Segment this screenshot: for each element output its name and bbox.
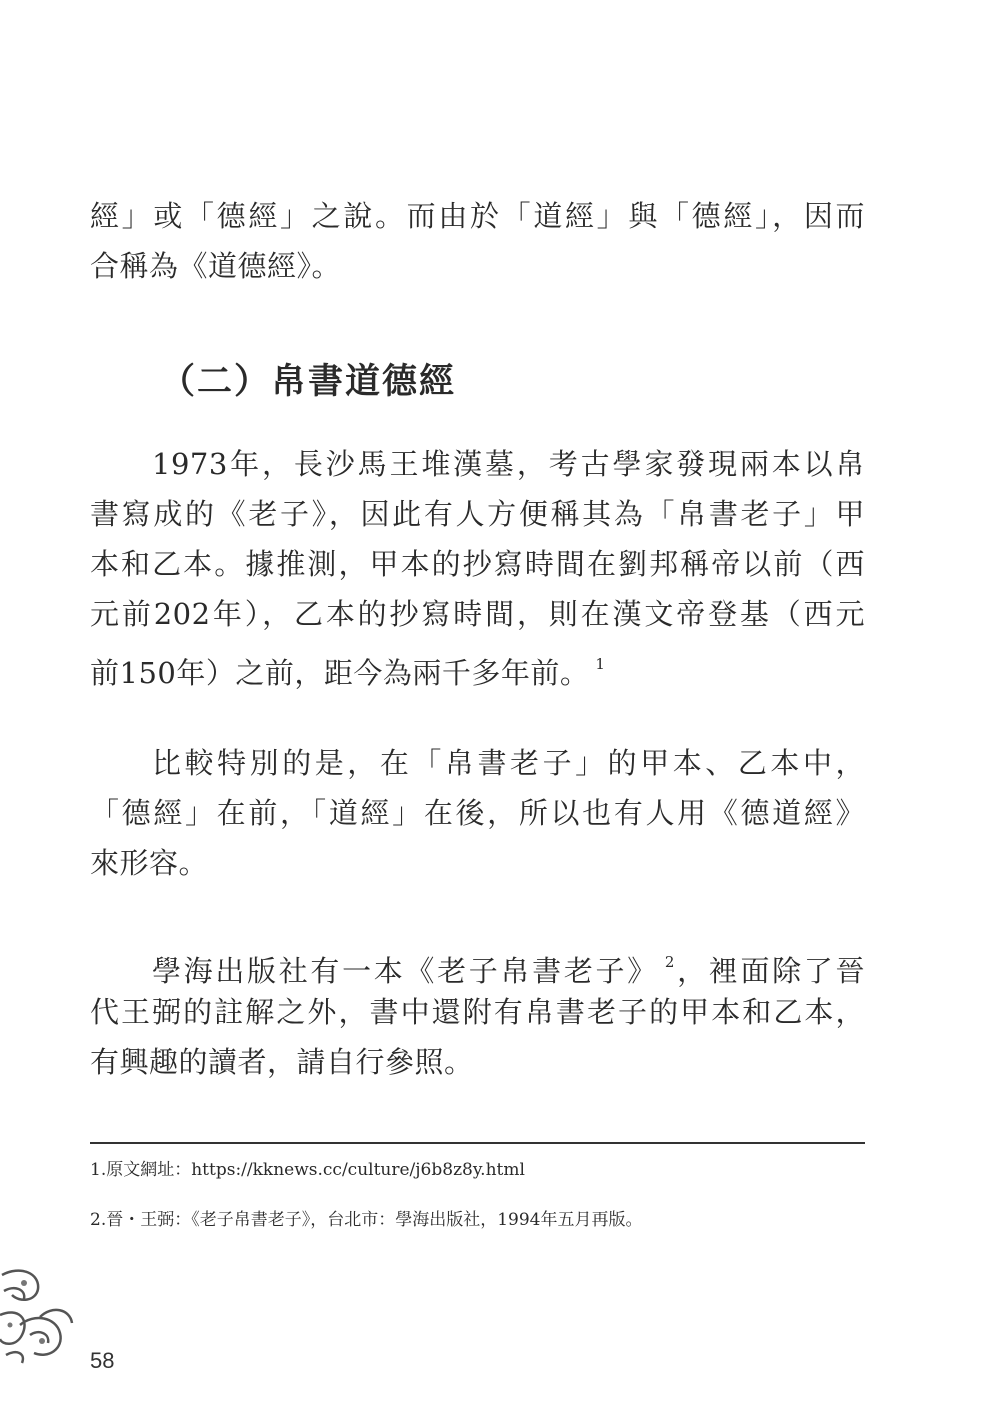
- para1-line-5-text: 前150年）之前，距今為兩千多年前。: [90, 656, 590, 690]
- page-number: 58: [90, 1348, 115, 1373]
- para3-line-1: [152, 942, 865, 991]
- para3-line-3: 有興趣的讀者，請自行參照。: [90, 1045, 474, 1079]
- para2-line-3: 來形容。: [90, 846, 209, 880]
- footnote-ref-1: 1: [595, 655, 606, 673]
- para3-line-1-start: 學海出版社有一本《老子帛書老子》: [152, 954, 659, 988]
- para3-line-1-end: ，裡面除了晉: [674, 954, 865, 988]
- footnote-ref-2: 2: [664, 953, 675, 971]
- para1-line-1: 1973年，長沙馬王堆漢墓，考古學家發現兩本以帛: [152, 447, 865, 481]
- intro-line-1: 經」或「德經」之說。而由於「道經」與「德經」，因而: [90, 199, 865, 233]
- para1-line-3: 本和乙本。據推測，甲本的抄寫時間在劉邦稱帝以前（西: [90, 547, 865, 581]
- floral-ornament-icon: [0, 1255, 80, 1365]
- footnote-divider: [90, 1142, 865, 1144]
- para3-line-2: 代王弼的註解之外，書中還附有帛書老子的甲本和乙本，: [90, 995, 865, 1029]
- para2-line-1: 比較特別的是，在「帛書老子」的甲本、乙本中，: [152, 746, 865, 780]
- intro-line-2: 合稱為《道德經》。: [90, 249, 342, 283]
- para1-line-5: [90, 644, 865, 693]
- section-heading: （二）帛書道德經: [160, 361, 457, 402]
- footnote-1: 1.原文網址：https://kknews.cc/culture/j6b8z8y.html: [90, 1160, 525, 1180]
- para1-line-4: 元前202年），乙本的抄寫時間，則在漢文帝登基（西元: [90, 597, 865, 631]
- footnote-2: 2.晉・王弼：《老子帛書老子》，台北市：學海出版社，1994年五月再版。: [90, 1210, 643, 1230]
- para1-line-2: 書寫成的《老子》，因此有人方便稱其為「帛書老子」甲: [90, 497, 865, 531]
- para2-line-2: 「德經」在前，「道經」在後，所以也有人用《德道經》: [90, 796, 865, 830]
